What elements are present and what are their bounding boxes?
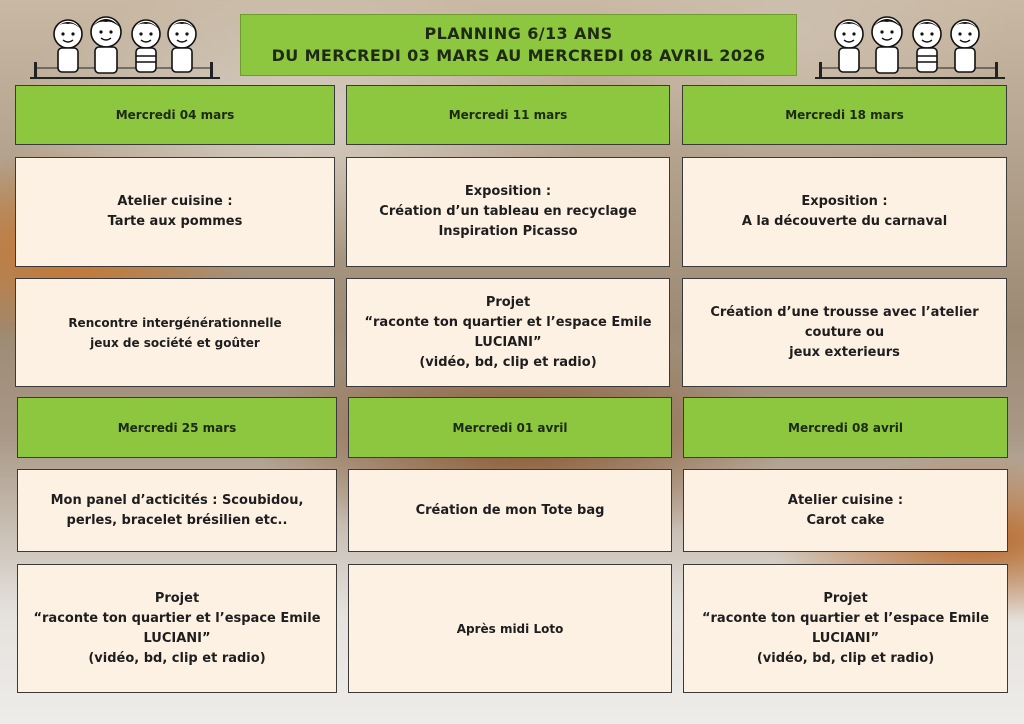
date-header-5: Mercredi 01 avril xyxy=(348,397,672,458)
children-illustration-left xyxy=(30,12,220,84)
activity-card xyxy=(683,469,1008,552)
activity-card xyxy=(15,278,335,387)
activity-card xyxy=(682,278,1007,387)
activity-text: Rencontre intergénérationnelle jeux de société et goûter xyxy=(68,315,282,350)
activity-text: Mon panel d’acticités : Scoubidou, perles, bracelet brésilien etc.. xyxy=(50,492,304,528)
activity-card xyxy=(17,564,337,693)
activity-card xyxy=(348,469,672,552)
activity-text: Projet “raconte ton quartier et l’espace Emile LUCIANI” (vidéo, bd, clip et radio) xyxy=(33,590,321,666)
page-subtitle: DU MERCREDI 03 MARS AU MERCREDI 08 AVRIL 2026 xyxy=(271,46,766,65)
activity-text: Projet “raconte ton quartier et l’espace Emile LUCIANI” (vidéo, bd, clip et radio) xyxy=(701,590,990,666)
children-illustration-right xyxy=(815,12,1005,84)
page-title-banner xyxy=(240,14,797,76)
activity-text: Atelier cuisine : Carot cake xyxy=(787,492,904,528)
page-title: PLANNING 6/13 ANS xyxy=(424,24,613,43)
activity-text: Projet “raconte ton quartier et l’espace Emile LUCIANI” (vidéo, bd, clip et radio) xyxy=(364,294,652,370)
date-header-1: Mercredi 04 mars xyxy=(15,85,335,145)
activity-card xyxy=(348,564,672,693)
activity-text: Exposition : Création d’un tableau en recyclage Inspiration Picasso xyxy=(379,184,637,239)
activity-card xyxy=(346,157,670,267)
date-header-2: Mercredi 11 mars xyxy=(346,85,670,145)
date-header-6: Mercredi 08 avril xyxy=(683,397,1008,458)
activity-text: Après midi Loto xyxy=(456,621,564,636)
activity-card xyxy=(346,278,670,387)
activity-text: Atelier cuisine : Tarte aux pommes xyxy=(107,194,243,229)
activity-card xyxy=(17,469,337,552)
activity-text: Création d’une trousse avec l’atelier couture ou jeux exterieurs xyxy=(710,304,979,360)
activity-text: Exposition : A la découverte du carnaval xyxy=(741,194,948,229)
activity-card xyxy=(683,564,1008,693)
date-header-4: Mercredi 25 mars xyxy=(17,397,337,458)
activity-card xyxy=(682,157,1007,267)
activity-text: Création de mon Tote bag xyxy=(415,502,605,518)
activity-card xyxy=(15,157,335,267)
date-header-3: Mercredi 18 mars xyxy=(682,85,1007,145)
